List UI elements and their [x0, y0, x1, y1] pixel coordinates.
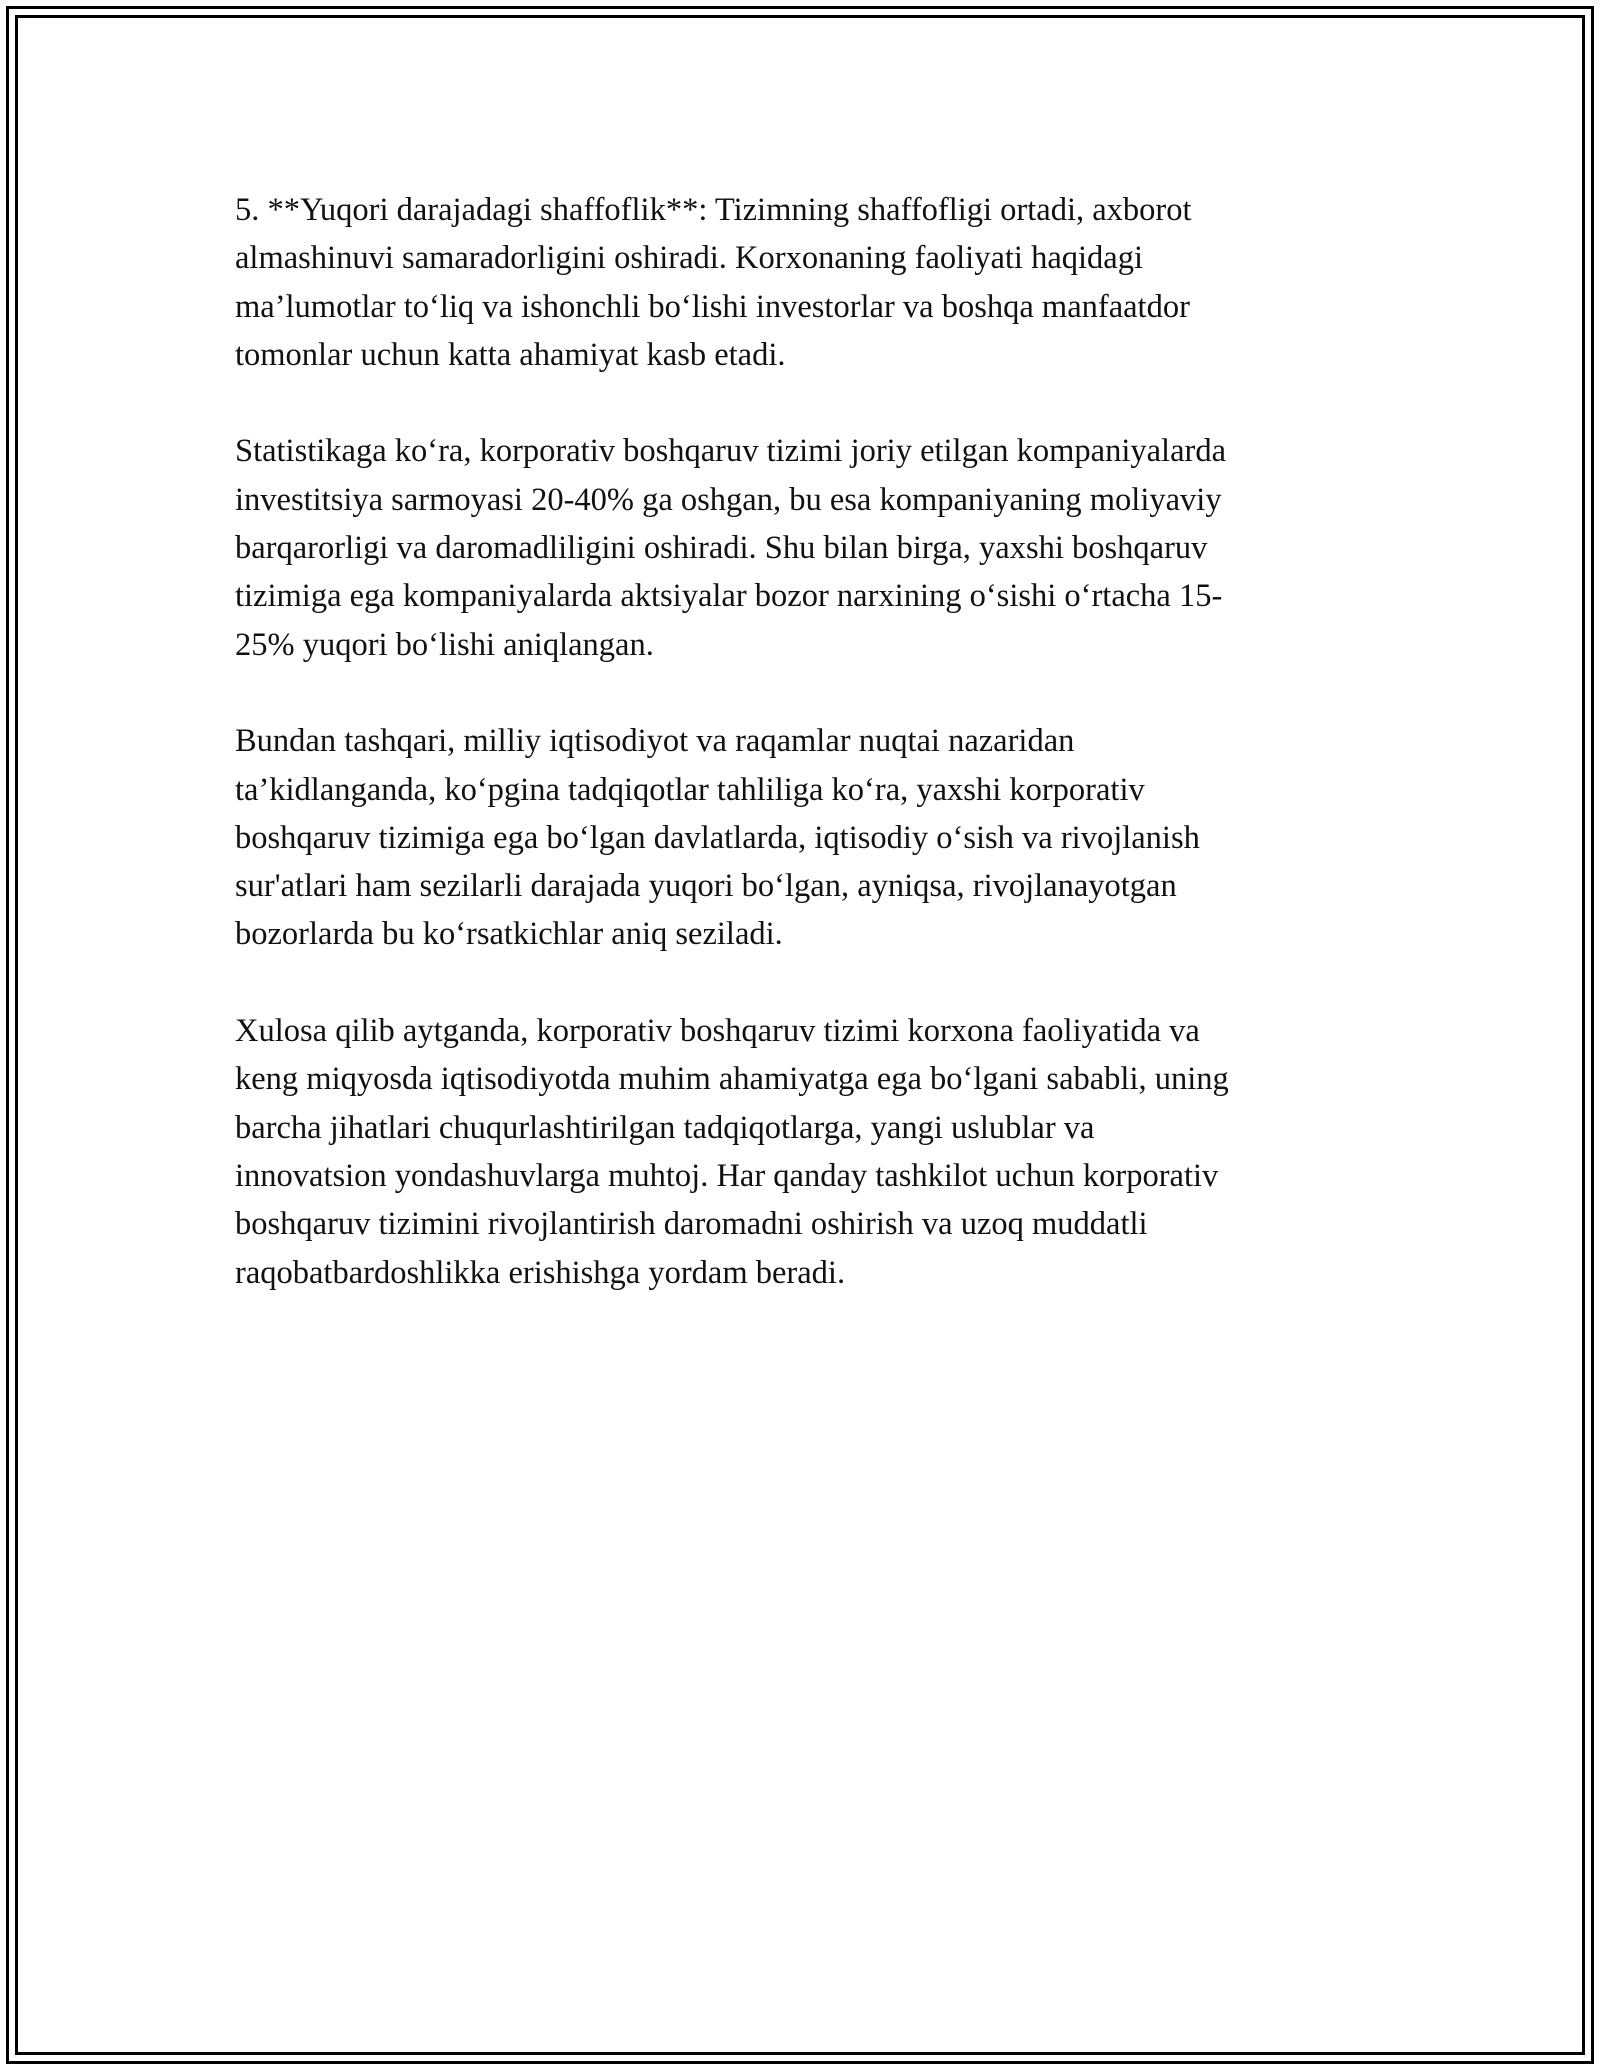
- paragraph-statistics: Statistikaga ko‘ra, korporativ boshqaruv tizimi joriy etilgan kompaniyalarda investitsiya sarmoyasi 20-40% ga oshgan, bu esa kompaniyaning moliyaviy barqarorligi va daromadliligini oshiradi. Shu bilan birga, yaxshi boshqaruv tizimiga ega kompaniyalarda aktsiyalar bozor narxining o‘sishi o‘rtacha 15- 25% yuqori bo‘lishi aniqlangan.: [235, 433, 1226, 663]
- paragraph-national-economy: Bundan tashqari, milliy iqtisodiyot va raqamlar nuqtai nazaridan ta’kidlanganda, ko‘pgina tadqiqotlar tahliliga ko‘ra, yaxshi korporativ boshqaruv tizimiga ega bo‘lgan davlatlarda, iqtisodiy o‘sish va rivojlanish sur'atlari ham sezilarli darajada yuqori bo‘lgan, ayniqsa, rivojlanayotgan bozorlarda bu ko‘rsatkichlar aniq seziladi.: [235, 723, 1200, 953]
- document-body: [235, 186, 1365, 1345]
- paragraph-transparency: 5. **Yuqori darajadagi shaffoflik**: Tizimning shaffofligi ortadi, axborot almashinuvi samaradorligini oshiradi. Korxonaning faoliyati haqidagi ma’lumotlar to‘liq va ishonchli bo‘lishi investorlar va boshqa manfaatdor tomonlar uchun katta ahamiyat kasb etadi.: [235, 192, 1192, 373]
- paragraph-conclusion: Xulosa qilib aytganda, korporativ boshqaruv tizimi korxona faoliyatida va keng miqyosda iqtisodiyotda muhim ahamiyatga ega bo‘lgani sababli, uning barcha jihatlari chuqurlashtirilgan tadqiqotlarga, yangi uslublar va innovatsion yondashuvlarga muhtoj. Har qanday tashkilot uchun korporativ boshqaruv tizimini rivojlantirish daromadni oshirish va uzoq muddatli raqobatbardoshlikka erishishga yordam beradi.: [235, 1013, 1229, 1291]
